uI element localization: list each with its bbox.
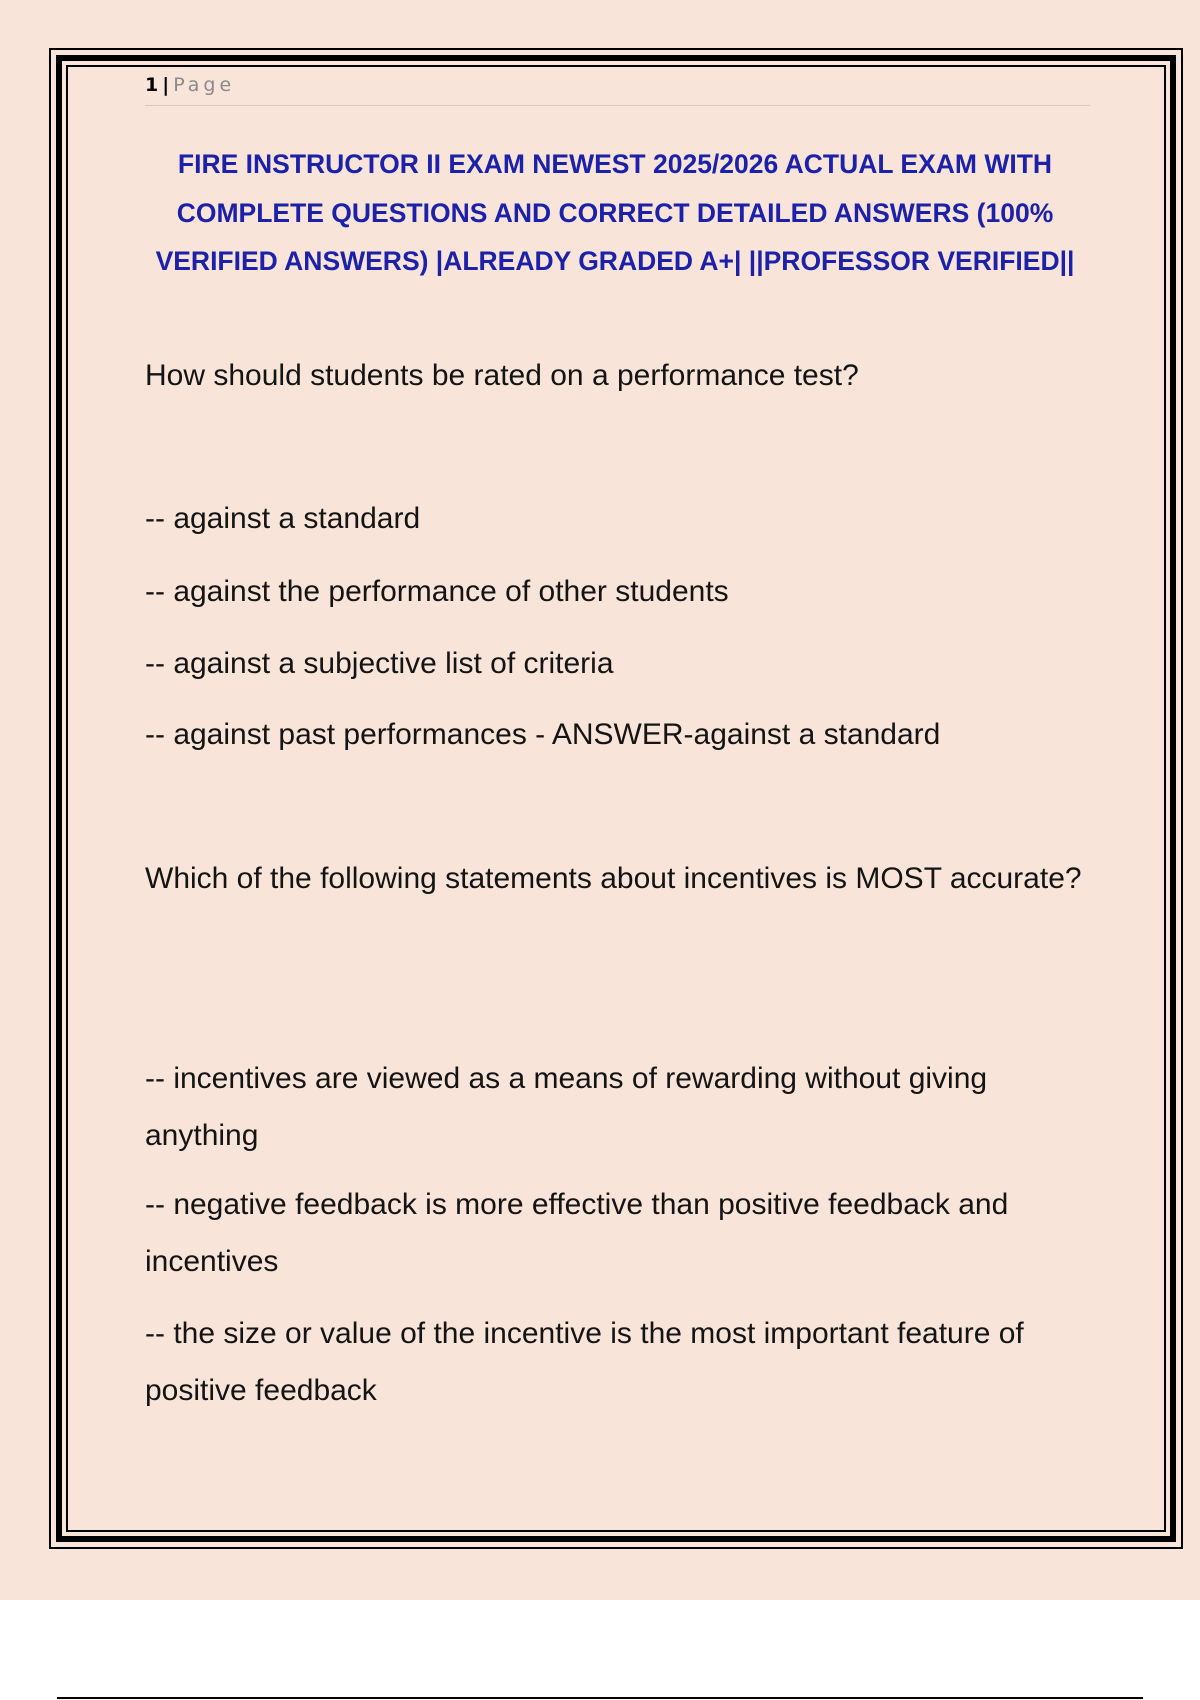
question-2-option-1: -- incentives are viewed as a means of rewarding without giving anything xyxy=(145,1062,988,1152)
question-1: How should students be rated on a performance test? xyxy=(145,359,859,392)
question-2-option-2: -- negative feedback is more effective than positive feedback and incentives xyxy=(145,1188,1009,1278)
question-2: Which of the following statements about incentives is MOST accurate? xyxy=(145,862,1082,895)
document-title: FIRE INSTRUCTOR II EXAM NEWEST 2025/2026 ACTUAL EXAM WITH COMPLETE QUESTIONS AND CORRECT DETAILED ANSWERS (100% VERIFIED ANSWERS) |ALREADY GRADED A+| ||PROFESSOR VERIFIED|| xyxy=(155,149,1075,276)
question-1-option-4: -- against past performances - ANSWER-against a standard xyxy=(145,718,941,751)
page-label: Page xyxy=(173,74,236,96)
question-1-option-2: -- against the performance of other students xyxy=(145,575,729,608)
page-separator: | xyxy=(162,74,170,96)
question-1-option-1: -- against a standard xyxy=(145,502,421,535)
footer-rule xyxy=(57,1697,1143,1699)
page-header xyxy=(145,74,1090,106)
question-1-option-3: -- against a subjective list of criteria xyxy=(145,647,614,680)
question-2-option-3: -- the size or value of the incentive is the most important feature of positive feedback xyxy=(145,1317,1024,1407)
page-number: 1 xyxy=(145,74,159,96)
